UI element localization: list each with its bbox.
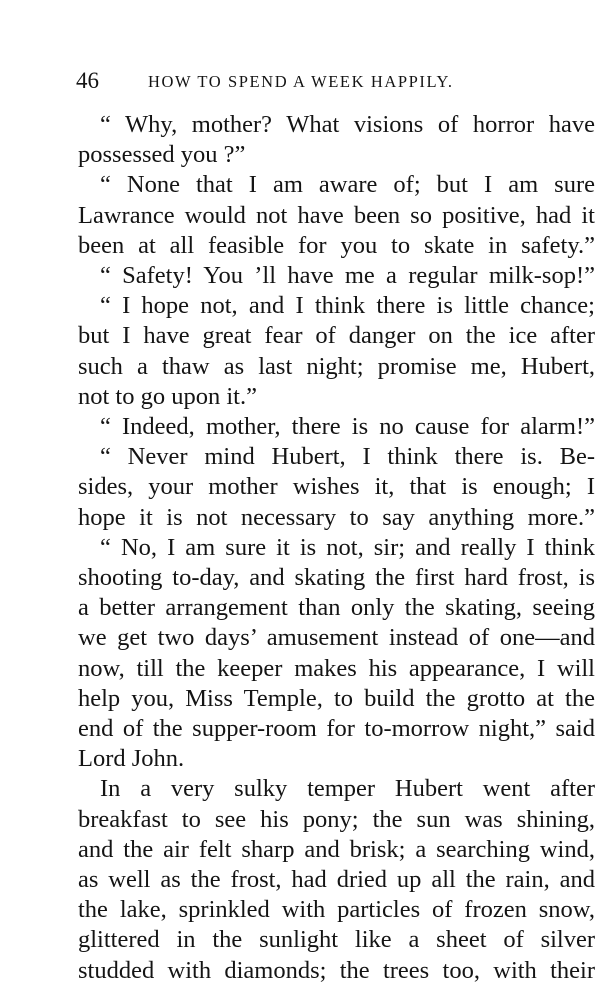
page-number: 46: [76, 68, 99, 93]
text-line: a better arrangement than only the skating, seeing: [78, 594, 595, 622]
text-line: In a very sulky temper Hubert went after: [100, 775, 595, 803]
text-line: possessed you ?”: [78, 141, 246, 169]
text-line: Lawrance would not have been so positive, had it: [78, 201, 595, 229]
text-line: “ None that I am aware of; but I am sure: [100, 171, 595, 199]
text-line: the lake, sprinkled with particles of frozen snow,: [78, 896, 595, 924]
text-line: not to go upon it.”: [78, 382, 257, 410]
text-line: and the air felt sharp and brisk; a searching wind,: [78, 835, 595, 863]
text-line: help you, Miss Temple, to build the grotto at the: [78, 684, 595, 712]
text-line: now, till the keeper makes his appearance, I will: [78, 654, 595, 682]
text-line: end of the supper-room for to-morrow night,” said: [78, 715, 595, 742]
text-line: hope it is not necessary to say anything more.”: [78, 503, 595, 531]
text-line: “ No, I am sure it is not, sir; and really I think: [100, 533, 595, 561]
text-line: been at all feasible for you to skate in safety.”: [78, 231, 595, 259]
running-head: HOW TO SPEND A WEEK HAPPILY.: [148, 72, 454, 91]
text-line: glittered in the sunlight like a sheet of silver: [78, 926, 595, 954]
text-line: but I have great fear of danger on the ice after: [78, 322, 595, 350]
text-line: shooting to-day, and skating the first hard frost, is: [78, 564, 595, 591]
page-header: [76, 68, 516, 98]
text-line: “ Indeed, mother, there is no cause for alarm!”: [100, 413, 595, 440]
text-line: we get two days’ amusement instead of one—and: [78, 624, 595, 652]
text-line: “ Why, mother? What visions of horror have: [100, 111, 595, 138]
text-line: Lord John.: [78, 745, 185, 773]
text-line: breakfast to see his pony; the sun was shining,: [78, 805, 595, 833]
text-line: sides, your mother wishes it, that is enough; I: [78, 473, 595, 501]
text-line: studded with diamonds; the trees too, with their: [78, 956, 595, 984]
text-line: such a thaw as last night; promise me, Hubert,: [78, 352, 595, 380]
text-line: “ Safety! You ’ll have me a regular milk-sop!”: [100, 262, 595, 289]
text-line: “ I hope not, and I think there is little chance;: [100, 292, 595, 320]
text-line: as well as the frost, had dried up all the rain, and: [78, 866, 595, 893]
text-line: “ Never mind Hubert, I think there is. Be-: [100, 443, 595, 471]
